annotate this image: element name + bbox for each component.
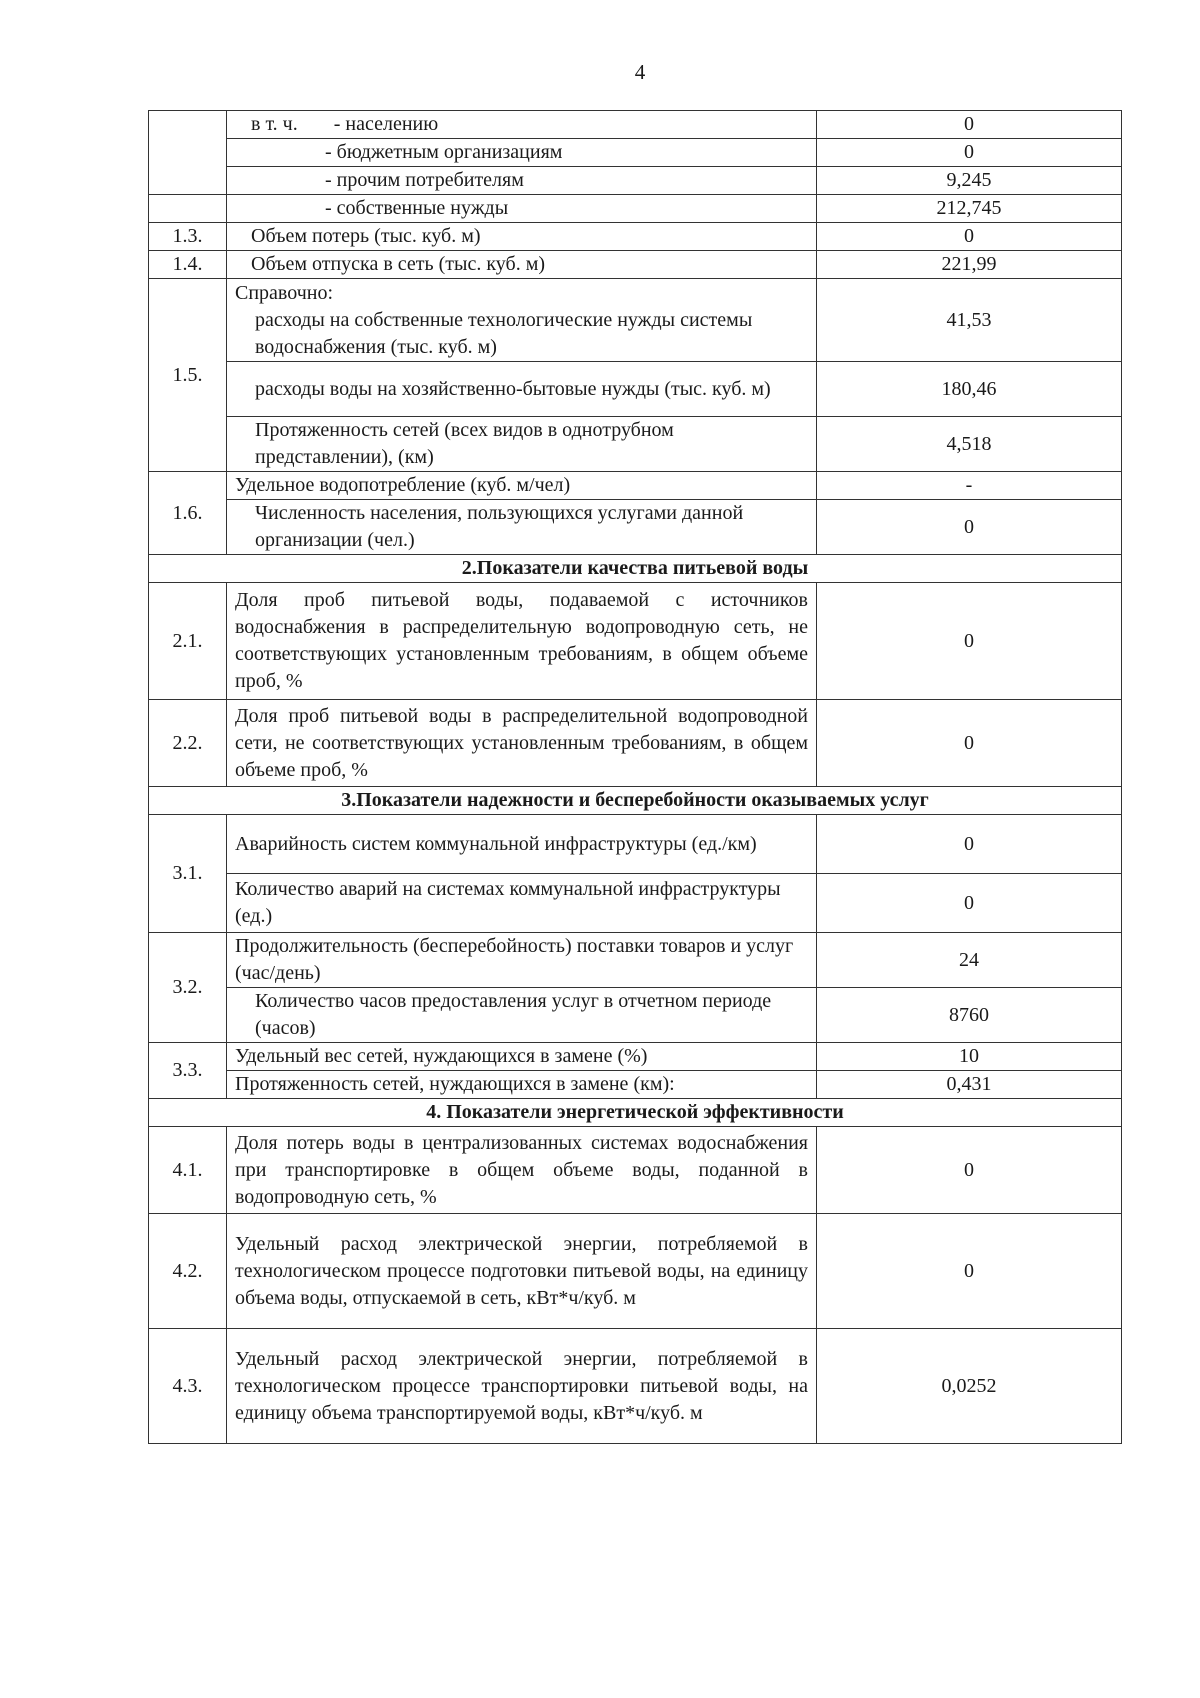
row-number: 1.6. <box>149 472 227 555</box>
row-value: 0 <box>817 500 1122 555</box>
row-value: 0 <box>817 815 1122 874</box>
row-number: 4.2. <box>149 1214 227 1329</box>
row-label: Аварийность систем коммунальной инфраструктуры (ед./км) <box>227 815 817 874</box>
row-value: 0 <box>817 111 1122 139</box>
row-value: 180,46 <box>817 362 1122 417</box>
row-label: Доля проб питьевой воды в распределительной водопроводной сети, не соответствующих установленным требованиям, в общем объеме проб, % <box>227 700 817 787</box>
section-title: 4. Показатели энергетической эффективности <box>149 1099 1122 1127</box>
page-number: 4 <box>634 60 646 84</box>
table-row <box>149 167 1122 195</box>
row-label-text: Протяженность сетей (всех видов в однотрубном представлении), (км) <box>255 419 674 468</box>
row-value: 4,518 <box>817 417 1122 472</box>
row-number: 2.1. <box>149 583 227 700</box>
row-number: 3.1. <box>149 815 227 933</box>
row-label: Удельный расход электрической энергии, потребляемой в технологическом процессе подготовки питьевой воды, на единицу объема воды, отпускаемой в сеть, кВт*ч/куб. м <box>227 1214 817 1329</box>
row-number: 4.1. <box>149 1127 227 1214</box>
row-value: 0 <box>817 583 1122 700</box>
table-row <box>149 988 1122 1043</box>
section-header-row <box>149 787 1122 815</box>
row-label <box>227 988 817 1043</box>
table-row <box>149 472 1122 500</box>
row-value: 0 <box>817 223 1122 251</box>
row-label: Доля проб питьевой воды, подаваемой с источников водоснабжения в распределительную водопроводную сеть, не соответствующих установленным требованиям, в общем объеме проб, % <box>227 583 817 700</box>
row-label: - бюджетным организациям <box>227 139 817 167</box>
section-title: 2.Показатели качества питьевой воды <box>149 555 1122 583</box>
table-row <box>149 223 1122 251</box>
row-value: 221,99 <box>817 251 1122 279</box>
row-label <box>227 111 817 139</box>
row-label: Объем отпуска в сеть (тыс. куб. м) <box>227 251 817 279</box>
row-label: Удельный расход электрической энергии, потребляемой в технологическом процессе транспортировки питьевой воды, на единицу объема транспортируемой воды, кВт*ч/куб. м <box>227 1329 817 1444</box>
section-title: 3.Показатели надежности и бесперебойности оказываемых услуг <box>149 787 1122 815</box>
row-value: 0,431 <box>817 1071 1122 1099</box>
section-header-row <box>149 1099 1122 1127</box>
row-number-cell <box>149 195 227 223</box>
row-value: 0,0252 <box>817 1329 1122 1444</box>
row-number-cell <box>149 111 227 195</box>
row-label: Продолжительность (бесперебойность) поставки товаров и услуг (час/день) <box>227 933 817 988</box>
row-value: 0 <box>817 1214 1122 1329</box>
row-label: Доля потерь воды в централизованных системах водоснабжения при транспортировке в общем объеме воды, поданной в водопроводную сеть, % <box>227 1127 817 1214</box>
table-row <box>149 139 1122 167</box>
row-value: - <box>817 472 1122 500</box>
row-value: 24 <box>817 933 1122 988</box>
table-row <box>149 1043 1122 1071</box>
row-label <box>227 279 817 362</box>
row-label: Удельный вес сетей, нуждающихся в замене (%) <box>227 1043 817 1071</box>
row-value: 0 <box>817 874 1122 933</box>
table-row <box>149 362 1122 417</box>
table-row <box>149 111 1122 139</box>
row-value: 0 <box>817 700 1122 787</box>
table-row <box>149 815 1122 874</box>
row-value: 8760 <box>817 988 1122 1043</box>
table-row <box>149 1127 1122 1214</box>
table-row <box>149 500 1122 555</box>
row-number: 2.2. <box>149 700 227 787</box>
reference-title: Справочно: <box>235 281 334 304</box>
row-label <box>227 417 817 472</box>
row-number: 4.3. <box>149 1329 227 1444</box>
row-label-text: Численность населения, пользующихся услугами данной организации (чел.) <box>255 502 744 551</box>
section-header-row <box>149 555 1122 583</box>
table-row <box>149 1214 1122 1329</box>
row-number: 3.3. <box>149 1043 227 1099</box>
row-number: 1.4. <box>149 251 227 279</box>
row-label: Количество аварий на системах коммунальной инфраструктуры (ед.) <box>227 874 817 933</box>
row-value: 0 <box>817 1127 1122 1214</box>
row-label-text: - населению <box>333 113 439 135</box>
table-row <box>149 933 1122 988</box>
table-row <box>149 1071 1122 1099</box>
row-label-text: расходы воды на хозяйственно-бытовые нужды (тыс. куб. м) <box>255 377 771 400</box>
row-label: Удельное водопотребление (куб. м/чел) <box>227 472 817 500</box>
table-row <box>149 195 1122 223</box>
row-value: 0 <box>817 139 1122 167</box>
row-label <box>227 500 817 555</box>
row-label <box>227 362 817 417</box>
row-label: - прочим потребителям <box>227 167 817 195</box>
row-value: 9,245 <box>817 167 1122 195</box>
row-value: 41,53 <box>817 279 1122 362</box>
table-row <box>149 700 1122 787</box>
row-label: Протяженность сетей, нуждающихся в замене (км): <box>227 1071 817 1099</box>
table-row <box>149 874 1122 933</box>
prefix-label: в т. ч. <box>251 113 298 135</box>
row-label: - собственные нужды <box>227 195 817 223</box>
table-row <box>149 583 1122 700</box>
row-label-text: расходы на собственные технологические нужды системы водоснабжения (тыс. куб. м) <box>255 308 753 358</box>
table-row <box>149 279 1122 362</box>
row-number: 3.2. <box>149 933 227 1043</box>
row-value: 212,745 <box>817 195 1122 223</box>
indicators-table <box>148 110 1122 1444</box>
row-label: Объем потерь (тыс. куб. м) <box>227 223 817 251</box>
table-row <box>149 417 1122 472</box>
row-label-text: Количество часов предоставления услуг в отчетном периоде (часов) <box>255 990 772 1039</box>
table-row <box>149 251 1122 279</box>
row-value: 10 <box>817 1043 1122 1071</box>
row-number: 1.3. <box>149 223 227 251</box>
row-number: 1.5. <box>149 279 227 472</box>
table-row <box>149 1329 1122 1444</box>
